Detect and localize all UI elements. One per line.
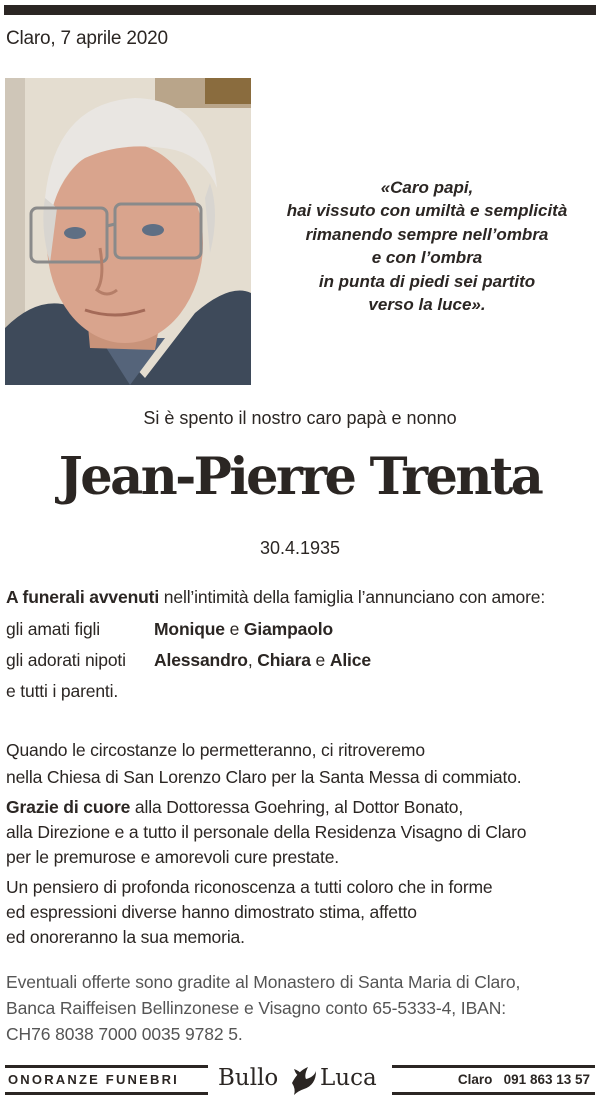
top-rule: [4, 5, 596, 15]
thanks-line: alla Direzione e a tutto il personale della Residenza Visagno di Claro: [6, 822, 527, 842]
footer-rule-right-bottom: [392, 1092, 595, 1095]
thanks-bold: Grazie di cuore: [6, 797, 131, 817]
quote-line: e con l’ombra: [371, 248, 483, 268]
brand-logo: [218, 1063, 390, 1097]
brand-name-left: Bullo: [218, 1065, 279, 1091]
children-names: [154, 619, 333, 640]
donation-line: Banca Raiffeisen Bellinzonese e Visagno conto 65-5333-4, IBAN:: [6, 998, 507, 1018]
grandchildren-label: gli adorati nipoti: [6, 650, 126, 670]
mass-line: nella Chiesa di San Lorenzo Claro per la Santa Messa di commiato.: [6, 767, 522, 787]
grandchildren-row: [6, 650, 566, 671]
mass-line: Quando le circostanze lo permetteranno, ci ritroveremo: [6, 740, 425, 760]
birth-date: 30.4.1935: [259, 538, 341, 558]
intro-text: Si è spento il nostro caro papà e nonno: [143, 408, 457, 428]
quote-line: verso la luce».: [368, 295, 486, 315]
child-name: Monique: [154, 619, 225, 639]
portrait-photo: [5, 78, 251, 385]
quote-line: rimanendo sempre nell’ombra: [305, 224, 549, 244]
contact-info: Claro 091 863 13 57: [457, 1072, 590, 1087]
family-lead-rest: nell’intimità della famiglia l’annunciano con amore:: [159, 587, 546, 607]
brand-name-right: Luca: [320, 1065, 377, 1091]
place-date: Claro, 7 aprile 2020: [6, 28, 168, 49]
quote-line: «Caro papi,: [380, 178, 474, 197]
family-lead: [6, 587, 545, 608]
child-name: Giampaolo: [243, 619, 333, 639]
grandchildren-names: [154, 650, 371, 671]
footer-rule-right: [392, 1065, 595, 1068]
conjunction: e: [310, 650, 330, 670]
children-row: [6, 619, 566, 640]
gratitude-line: ed espressioni diverse hanno dimostrato stima, affetto: [6, 902, 417, 922]
deceased-name: Jean-Pierre Trenta: [58, 447, 542, 507]
grandchild-name: Alice: [329, 650, 371, 670]
quote-block: [272, 176, 582, 316]
relatives-line: e tutti i parenti.: [6, 681, 119, 701]
footer-rule-left: [5, 1065, 208, 1068]
quote-line: in punta di piedi sei partito: [318, 271, 536, 291]
family-lead-bold: A funerali avvenuti: [6, 587, 160, 607]
thanks-rest: alla Dottoressa Goehring, al Dottor Bonato,: [130, 797, 464, 817]
gratitude-line: ed onoreranno la sua memoria.: [6, 927, 245, 947]
quote-line: hai vissuto con umiltà e semplicità: [286, 201, 568, 221]
grandchild-name: Chiara: [257, 650, 311, 670]
thanks-line: per le premurose e amorevoli cure prestate.: [6, 847, 340, 867]
conjunction: e: [224, 619, 244, 639]
grandchild-name: Alessandro: [154, 650, 248, 670]
children-label: gli amati figli: [6, 619, 101, 639]
donation-line: CH76 8038 7000 0035 9782 5.: [6, 1024, 243, 1044]
donation-line: Eventuali offerte sono gradite al Monastero di Santa Maria di Claro,: [6, 972, 521, 992]
separator: ,: [247, 650, 258, 670]
footer-rule-left-bottom: [5, 1092, 208, 1095]
gratitude-line: Un pensiero di profonda riconoscenza a tutti coloro che in forme: [6, 877, 493, 897]
dove-icon: [288, 1063, 318, 1097]
thanks-line: [6, 797, 463, 818]
funeral-home-label: ONORANZE FUNEBRI: [8, 1072, 179, 1087]
portrait-illustration: [5, 78, 251, 385]
